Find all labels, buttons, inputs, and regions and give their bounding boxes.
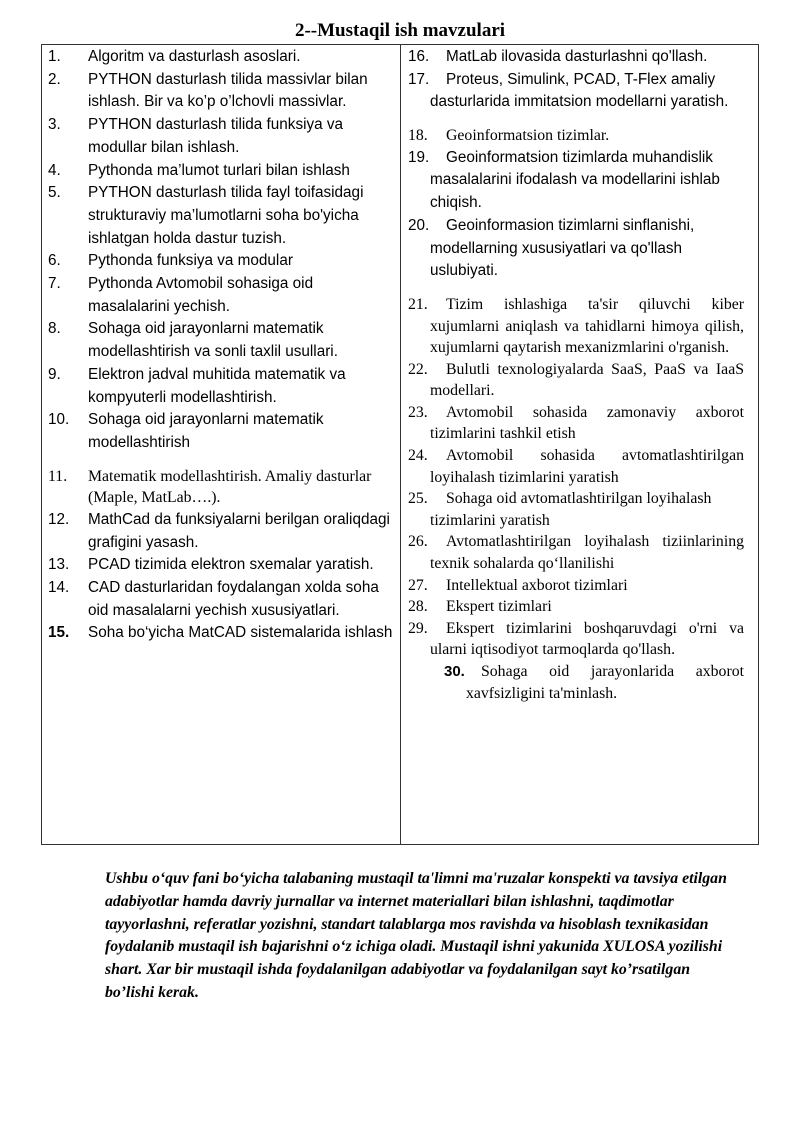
topic-item (48, 250, 393, 273)
topic-number: 27. (408, 576, 428, 594)
topic-item (408, 402, 744, 445)
topic-number: 21. (408, 295, 428, 313)
instructions-note: Ushbu o‘quv fani bo‘yicha talabaning mustaqil ta'limni ma'ruzalar konspekti va tavsiya etilgan adabiyotlar hamda davriy jurnallar va internet materiallari bilan ishlashni, taqdimotlar tayyorlashni, referatlar yozishni, standart talablarga mos ravishda va hisoblash texnikasidan foydalanib mustaqil ish bajarishni o‘z ichiga oladi. Mustaqil ishni yakunida XULOSA yozilishi shart. Xar bir mustaqil ishda foydalanilgan adabiyotlar va foydalanilgan sayt ko’rsatilgan bo’lishi kerak. (105, 870, 727, 1001)
topic-text: Matematik modellashtirish. Amaliy dasturlar (Maple, MatLab….). (88, 467, 372, 507)
topic-item (48, 509, 393, 554)
topic-text: Algoritm va dasturlash asoslari. (88, 48, 301, 65)
topic-number: 4. (48, 161, 61, 179)
topic-number: 15. (48, 624, 70, 642)
topic-item (48, 622, 393, 645)
topic-text: Tizim ishlashiga ta'sir qiluvchi kiber xujumlarni aniqlash va tahidlarni himoya qilish, xujumlarni qaytarish mexanizmlarini o'rganish. (430, 295, 744, 357)
topic-number: 1. (48, 48, 61, 65)
topic-number: 23. (408, 403, 428, 421)
topic-text: Avtomatlashtirilgan loyihalash tiziinlarining texnik sohalarda qo‘llanilishi (430, 533, 744, 573)
topic-number: 6. (48, 252, 61, 270)
topic-number: 12. (48, 510, 70, 528)
topic-number: 7. (48, 275, 61, 293)
topic-text: Sohaga oid jarayonlarni matematik modellashtirish (88, 411, 324, 451)
topic-number: 9. (48, 365, 61, 383)
topic-text: Ekspert tizimlarini boshqaruvdagi o'rni va ularni iqtisodiyot tarmoqlarda qo'llash. (430, 619, 744, 659)
topic-text: Sohaga oid jarayonlarni matematik modellashtirish va sonli taxlil usullari. (88, 320, 338, 361)
topic-number: 2. (48, 70, 61, 88)
topic-item (408, 445, 744, 488)
topic-number: 13. (48, 556, 70, 574)
topic-text: MatLab ilovasida dasturlashni qo'llash. (446, 48, 708, 65)
topic-item (408, 488, 744, 531)
topic-item (408, 531, 744, 574)
topic-number: 29. (408, 619, 428, 637)
topic-text: PYTHON dasturlash tilida massivlar bilan ishlash. Bir va ko’p o’lchovli massivlar. (88, 70, 368, 111)
topic-text: Proteus, Simulink, PCAD, T-Flex amaliy dasturlarida immitatsion modellarni yaratish. (430, 70, 729, 111)
topic-number: 20. (408, 216, 430, 234)
topic-number: 22. (408, 360, 428, 378)
topic-item (408, 46, 744, 69)
topics-column-right (408, 45, 744, 704)
topic-item (408, 618, 744, 661)
topic-number: 16. (408, 48, 430, 65)
topic-item (408, 125, 744, 147)
topic-text: PYTHON dasturlash tilida fayl toifasidagi strukturaviy ma’lumotlarni soha bo'yicha ishlatgan holda dastur tuzish. (88, 184, 364, 247)
topic-number: 8. (48, 320, 61, 338)
topic-number: 11. (48, 467, 68, 485)
topic-text: Soha bo‘yicha MatCAD sistemalarida ishlash (88, 624, 393, 642)
topic-item (408, 215, 744, 283)
topic-item (408, 575, 744, 597)
topic-text: Pythonda ma’lumot turlari bilan ishlash (88, 161, 350, 179)
topic-item (408, 147, 744, 215)
topic-text: PYTHON dasturlash tilida funksiya va modullar bilan ishlash. (88, 116, 344, 156)
topic-item (48, 160, 393, 183)
topic-number: 28. (408, 598, 428, 616)
topic-item (48, 318, 393, 363)
topic-item (48, 577, 393, 622)
topic-number: 26. (408, 533, 428, 551)
topic-number: 5. (48, 184, 61, 202)
topic-item (48, 273, 393, 318)
column-divider (400, 45, 401, 844)
topic-text: Intellektual axborot tizimlari (446, 576, 628, 594)
topic-text: CAD dasturlaridan foydalangan xolda soha oid masalalarni yechish xususiyatlari. (88, 578, 379, 619)
topic-item (408, 359, 744, 402)
topic-item (48, 69, 393, 114)
page-title: 2--Mustaqil ish mavzulari (294, 20, 506, 41)
topic-number: 14. (48, 578, 70, 596)
topic-item (48, 409, 393, 454)
topic-text: Pythonda Avtomobil sohasiga oid masalalarini yechish. (88, 275, 314, 315)
topic-item (48, 364, 393, 409)
topic-text: Geoinformasion tizimlarni sinflanishi, modellarning xususiyatlari va qo'llash uslubiyati. (430, 216, 695, 280)
topic-number: 25. (408, 490, 428, 508)
topics-table (41, 44, 759, 845)
topic-number: 18. (408, 127, 428, 145)
topic-text: Pythonda funksiya va modular (88, 252, 293, 270)
topic-text: MathCad da funksiyalarni berilgan oraliqdagi grafigini yasash. (88, 510, 390, 551)
topic-number: 3. (48, 116, 61, 134)
topic-item (48, 114, 393, 159)
topic-item (48, 554, 393, 577)
topic-item (48, 466, 393, 509)
topic-number: 17. (408, 70, 430, 88)
topic-text: Sohaga oid avtomatlashtirilgan loyihalash tizimlarini yaratish (430, 490, 712, 529)
topic-text: Ekspert tizimlari (446, 598, 552, 616)
topic-text: Avtomobil sohasida zamonaviy axborot tizimlarini tashkil etish (430, 403, 744, 443)
topics-column-left (48, 45, 393, 645)
topic-text: Avtomobil sohasida avtomatlashtirilgan loyihalash tizimlarini yaratish (430, 447, 744, 486)
topic-item (408, 69, 744, 114)
topic-text: Geoinformatsion tizimlar. (446, 127, 610, 145)
topic-number: 19. (408, 148, 430, 166)
topic-text: Sohaga oid jarayonlarida axborot xavfsizligini ta'minlash. (466, 663, 744, 702)
topic-number: 30. (444, 663, 465, 681)
topic-item (408, 294, 744, 359)
topic-text: Bulutli texnologiyalarda SaaS, PaaS va IaaS modellari. (430, 360, 744, 400)
topic-item (408, 661, 744, 704)
topic-text: PCAD tizimida elektron sxemalar yaratish. (88, 556, 374, 574)
topic-item (48, 46, 393, 69)
topic-item (408, 596, 744, 618)
topic-number: 24. (408, 447, 428, 465)
topic-number: 10. (48, 411, 70, 429)
topic-text: Geoinformatsion tizimlarda muhandislik masalalarini ifodalash va modellarini ishlab chiqish. (430, 148, 720, 212)
topic-item (48, 182, 393, 250)
topic-text: Elektron jadval muhitida matematik va kompyuterli modellashtirish. (88, 365, 346, 406)
